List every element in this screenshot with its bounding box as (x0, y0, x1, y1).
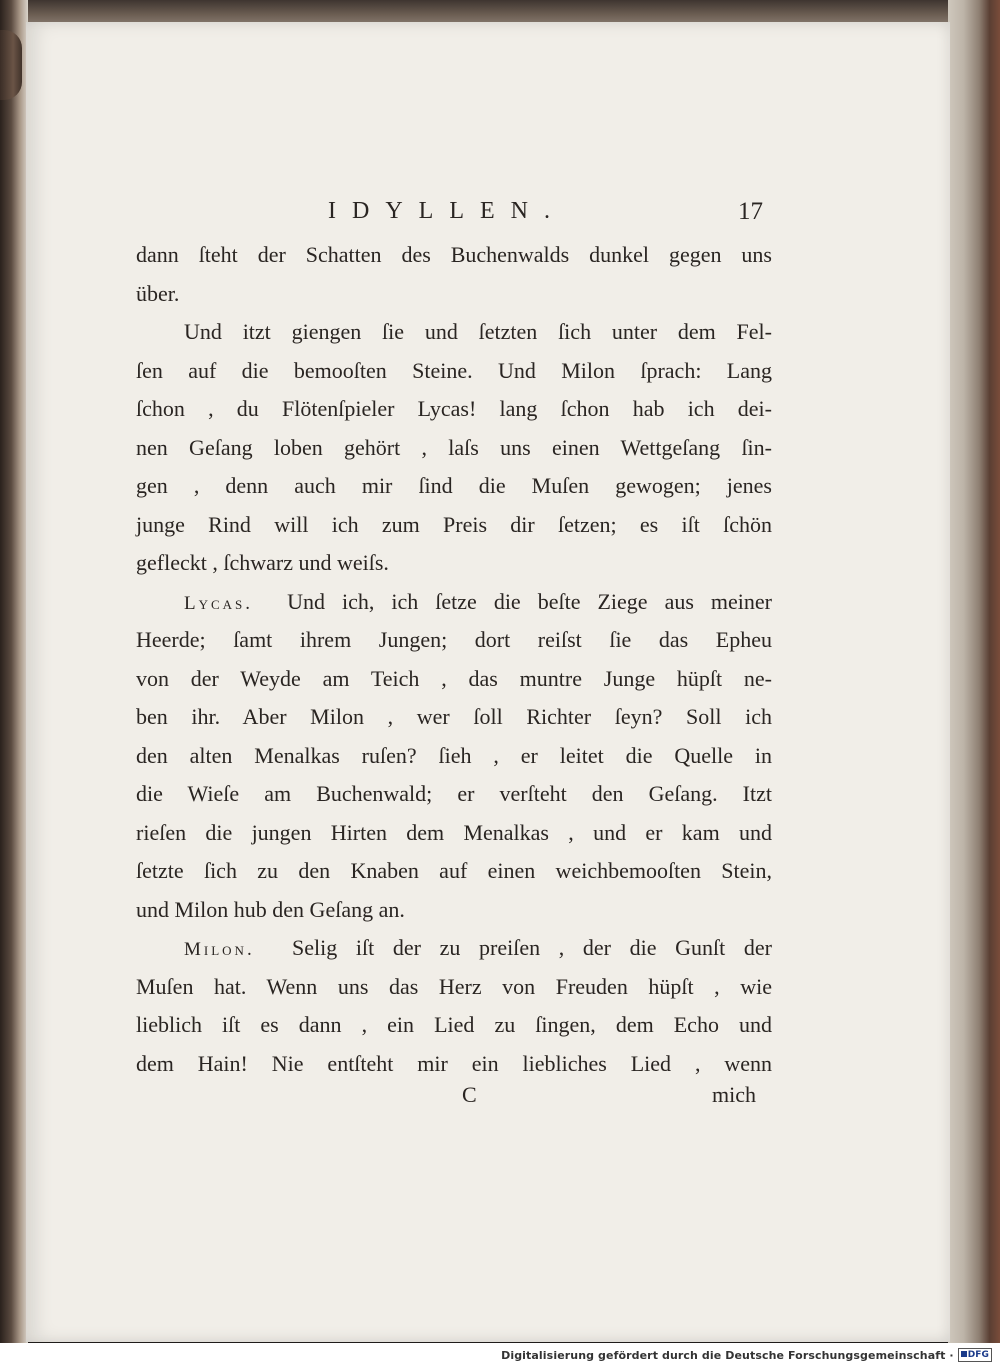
text-line: junge Rind will ich zum Preis dir ſetzen; es iſt ſchön (136, 511, 772, 537)
speaker-name: Milon. (184, 939, 255, 960)
text-line: Und itzt giengen ſie und ſetzten ſich unter dem Fel- (184, 319, 772, 344)
text-line (136, 929, 772, 968)
text-line: und Milon hub den Geſang an. (136, 896, 405, 922)
text-line: über. (136, 280, 180, 306)
book-spine-band (0, 30, 22, 100)
paragraph-4 (136, 929, 772, 1083)
text-line: den alten Menalkas ruſen? ſieh , er leitet die Quelle in (136, 742, 772, 768)
running-head: IDYLLEN. (328, 198, 566, 224)
text-line: die Wieſe am Buchenwald; er verſteht den Geſang. Itzt (136, 781, 772, 806)
dfg-logo-icon (958, 1348, 992, 1362)
page-body-text (136, 236, 772, 1083)
page-footer (0, 1082, 1000, 1116)
text-line (136, 583, 772, 622)
paragraph-1 (136, 236, 772, 313)
text-line: gen , denn auch mir ſind die Muſen gewogen; jenes (136, 473, 772, 498)
paragraph-3 (136, 583, 772, 930)
credit-bar (0, 1343, 1000, 1365)
text-span: Und ich, ich ſetze die beſte Ziege aus meiner (287, 588, 773, 614)
speaker-name: Lycas. (184, 592, 254, 614)
page-number: 17 (738, 198, 763, 225)
text-line: Muſen hat. Wenn uns das Herz von Freuden hüpſt , wie (136, 973, 772, 999)
digitization-credit (501, 1348, 992, 1362)
text-line: rieſen die jungen Hirten dem Menalkas , und er kam und (136, 819, 772, 845)
text-line: ſetzte ſich zu den Knaben auf einen weichbemooſten Stein, (136, 858, 772, 883)
text-line: von der Weyde am Teich , das muntre Junge hüpſt ne- (136, 665, 772, 691)
text-line: dann ſteht der Schatten des Buchenwalds dunkel gegen uns (136, 242, 772, 267)
text-line: ſchon , du Flötenſpieler Lycas! lang ſchon hab ich dei- (136, 396, 772, 421)
page-header (0, 198, 1000, 232)
signature-mark: C (462, 1082, 477, 1107)
text-line: ſen auf die bemooſten Steine. Und Milon ſprach: Lang (136, 357, 772, 383)
text-line: lieblich iſt es dann , ein Lied zu ſingen, dem Echo und (136, 1012, 772, 1037)
credit-text: Digitalisierung gefördert durch die Deutsche Forschungsgemeinschaft · (501, 1348, 954, 1362)
text-line: gefleckt , ſchwarz und weiſs. (136, 550, 389, 575)
text-line: dem Hain! Nie entſteht mir ein liebliches Lied , wenn (136, 1050, 772, 1076)
text-span: Selig iſt der zu preiſen , der die Gunſt der (292, 935, 772, 960)
text-line: ben ihr. Aber Milon , wer ſoll Richter ſeyn? Soll ich (136, 704, 772, 729)
catchword: mich (712, 1082, 756, 1107)
text-line: Heerde; ſamt ihrem Jungen; dort reiſst ſie das Epheu (136, 627, 772, 652)
paragraph-2 (136, 313, 772, 583)
dfg-logo-text: DFG (967, 1350, 989, 1360)
text-line: nen Geſang loben gehört , laſs uns einen Wettgeſang ſin- (136, 434, 772, 460)
